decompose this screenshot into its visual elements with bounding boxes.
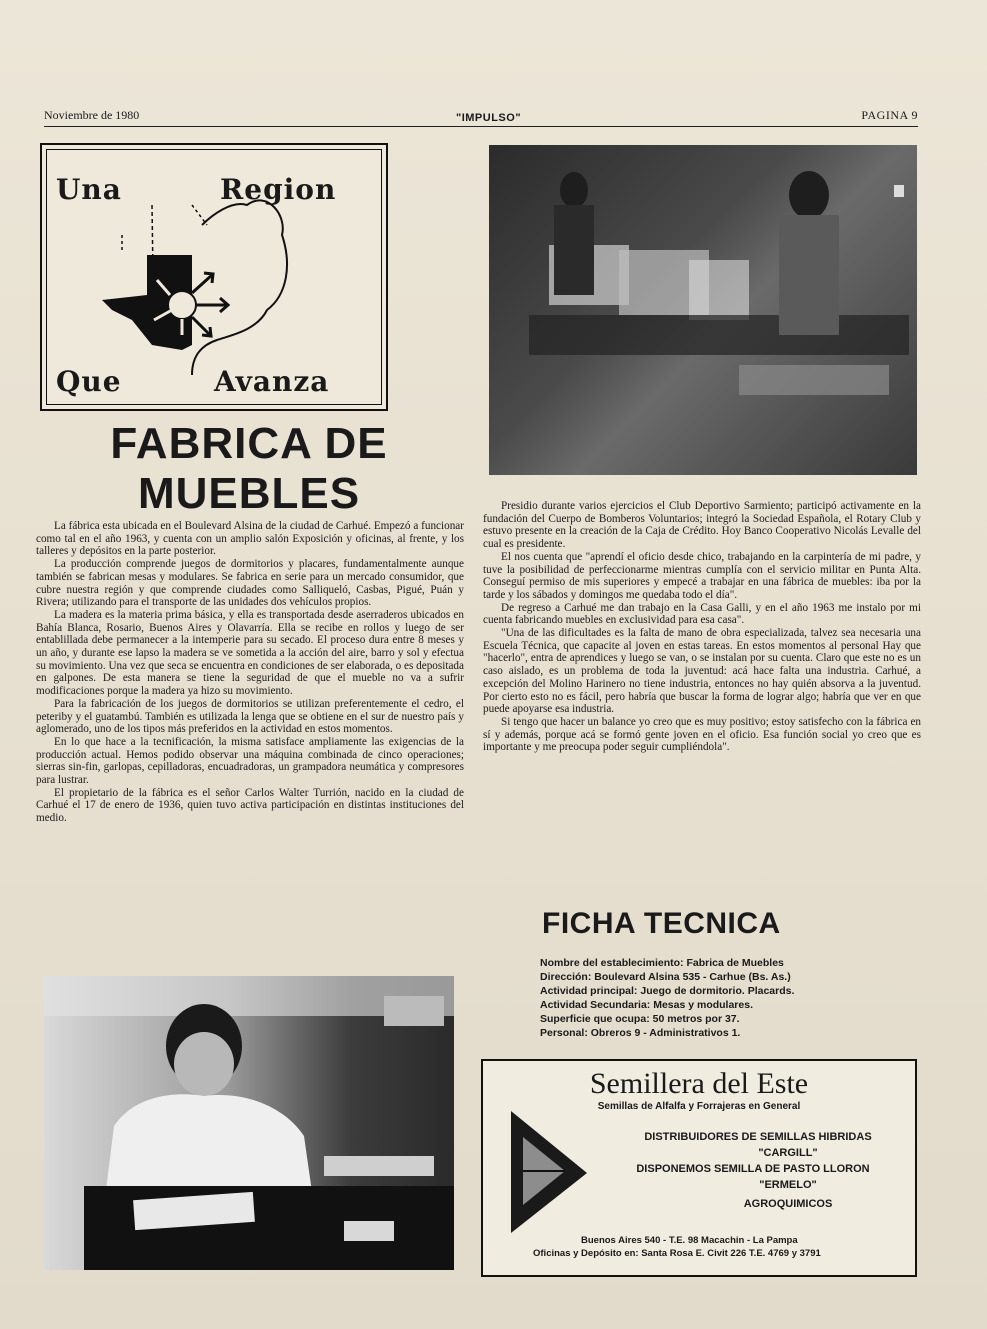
- semillera-advertisement: [481, 1059, 917, 1277]
- region-map-icon: [42, 145, 386, 409]
- ad-line: AGROQUIMICOS: [743, 1198, 833, 1210]
- page-header: [44, 108, 918, 127]
- seed-logo-icon: [509, 1107, 591, 1237]
- paragraph: Para la fabricación de los juegos de dormitorios se utilizan preferentemente el cedro, el peteriby y el guatambú. También es utilizada la lenga que se obtiene en el sur de nuestro país y aglomerado, uno de los tipos más preferidos en la actividad en estos momentos.: [36, 697, 464, 736]
- ad-line: DISPONEMOS SEMILLA DE PASTO LLORON: [636, 1163, 870, 1175]
- ficha-line: Actividad principal: Juego de dormitorio. Placards.: [540, 985, 795, 997]
- article-right-column: [483, 500, 921, 754]
- ad-line: DISTRIBUIDORES DE SEMILLAS HIBRIDAS: [644, 1131, 872, 1143]
- workshop-photo: [489, 145, 917, 475]
- paragraph: Presidio durante varios ejercicios el Club Deportivo Sarmiento; participó activamente en la fundación del Cuerpo de Bomberos Voluntarios; integró la Sociedad Española, el Rotary Club y estuvo presente en la creación de la Caja de Crédito. Hoy Banco Cooperativo Nicolás Levalle del cual es presidente.: [483, 500, 921, 551]
- ficha-tecnica-title: FICHA TECNICA: [542, 907, 781, 940]
- paragraph: El propietario de la fábrica es el señor Carlos Walter Turrión, nacido en la ciudad de Carhué el 17 de enero de 1936, quien tuvo activa participación en distintas instituciones del medio.: [36, 786, 464, 825]
- paragraph: El nos cuenta que "aprendí el oficio desde chico, trabajando en la carpintería de mi padre, y tuve la posibilidad de perfeccionarme mientras cumplía con el servicio militar en Punta Alta. Conseguí permiso de mis superiores y empecé a trabajar en una fábrica de muebles: iba por la tarde y los sábados y domingos me quedaba todo el día".: [483, 550, 921, 601]
- newspaper-name: "IMPULSO": [456, 112, 522, 124]
- logo-word-region: Region: [220, 173, 337, 206]
- article-left-column: [36, 520, 464, 825]
- ad-address-1: Buenos Aires 540 - T.E. 98 Macachin - La Pampa: [581, 1235, 798, 1246]
- ad-line: "CARGILL": [758, 1147, 818, 1159]
- ficha-line: Dirección: Boulevard Alsina 535 - Carhue (Bs. As.): [540, 971, 791, 983]
- region-logo: [40, 143, 388, 411]
- paragraph: De regreso a Carhué me dan trabajo en la Casa Galli, y en el año 1963 me instalo por mi cuenta fabricando muebles en exclusividad para esa casa".: [483, 601, 921, 627]
- ficha-line: Superficie que ocupa: 50 metros por 37.: [540, 1013, 740, 1025]
- article-title-line1: FABRICA DE: [110, 419, 388, 468]
- ad-line: "ERMELO": [759, 1179, 817, 1191]
- ficha-tecnica-details: [540, 956, 794, 1040]
- paragraph: La fábrica esta ubicada en el Boulevard Alsina de la ciudad de Carhué. Empezó a funcionar como tal en el año 1963, y cuenta con un amplio salón Exposición y oficinas, al frente, y los talleres y depósitos en la parte posterior.: [36, 520, 464, 558]
- article-title-line2: MUEBLES: [137, 469, 361, 518]
- ficha-line: Actividad Secundaria: Mesas y modulares.: [540, 999, 753, 1011]
- logo-word-una: Una: [56, 173, 122, 206]
- ficha-line: Personal: Obreros 9 - Administrativos 1.: [540, 1027, 741, 1039]
- owner-photo-image: [44, 976, 454, 1270]
- advertiser-name: Semillera del Este: [589, 1067, 809, 1100]
- workshop-photo-image: [489, 145, 917, 475]
- owner-photo: [44, 976, 454, 1270]
- logo-word-avanza: Avanza: [214, 365, 330, 398]
- ficha-line: Nombre del establecimiento: Fabrica de Muebles: [540, 957, 784, 969]
- ad-address-2: Oficinas y Depósito en: Santa Rosa E. Civit 226 T.E. 4769 y 3791: [533, 1248, 821, 1259]
- page-number: PAGINA 9: [861, 108, 918, 122]
- advertiser-subtitle: Semillas de Alfalfa y Forrajeras en General: [597, 1101, 801, 1112]
- issue-date: Noviembre de 1980: [44, 108, 140, 122]
- logo-word-que: Que: [56, 365, 122, 398]
- paragraph: La producción comprende juegos de dormitorios y placares, fundamentalmente aunque también se fabrican mesas y modulares. Se fabrica en serie para un mercado consumidor, que cubre nuestra región y que comprende ciudades como Salliqueló, Casbas, Pigué, Puán y Rivera; utilizando para el transporte de las unidades dos vehículos propios.: [36, 558, 464, 609]
- paragraph: "Una de las dificultades es la falta de mano de obra especializada, talvez sea necesaria una Escuela Técnica, que capacite al joven en estas tareas. En estos momentos al personal Hay que "hacerlo", entra de aprendices y luego se van, o se instalan por su cuenta. Claro que este no es un caso aislado, es un problema de toda la juventud: acá hace falta una industria. Carhué, a excepción del Molino Harinero no tiene industria, entonces no hay quién absorva a la juventud. Por cierto esto no es fácil, pero habría que buscar la forma de lograr algo; habría que ver en que puede apoyarse esa industria.: [483, 627, 921, 716]
- paragraph: En lo que hace a la tecnificación, la misma satisface ampliamente las exigencias de la producción actual. Hemos podido observar una máquina combinada de cinco operaciones; sierras sin-fin, garlopas, cepilladoras, encuadradoras, un grampadora neumática y compresores para lustrar.: [36, 735, 464, 787]
- paragraph: La madera es la materia prima básica, y ella es transportada desde aserraderos ubicados en Bahía Blanca, Rosario, Buenos Aires y Olavarría. Ella se recibe en rollos y luego de ser entablillada debe permanecer a la intemperie para su secado. El proceso dura entre 8 meses y un año, y durante ese lapso la madera se ve sometida a la acción del aire, barro y sol y efectua su movimiento. Una vez que seca se encuentra en condiciones de ser elaborada, o es depositada en galpones. De esta manera se tiene la seguridad de que el mueble no va a sufrir modificaciones porque la madera ya hizo su movimiento.: [36, 608, 464, 698]
- paragraph: Si tengo que hacer un balance yo creo que es muy positivo; estoy satisfecho con la fábrica en sí y además, porque acá se formó gente joven en el oficio. Esa función social yo creo que es importante y me preocupa poder seguir cumpliéndola".: [483, 715, 921, 754]
